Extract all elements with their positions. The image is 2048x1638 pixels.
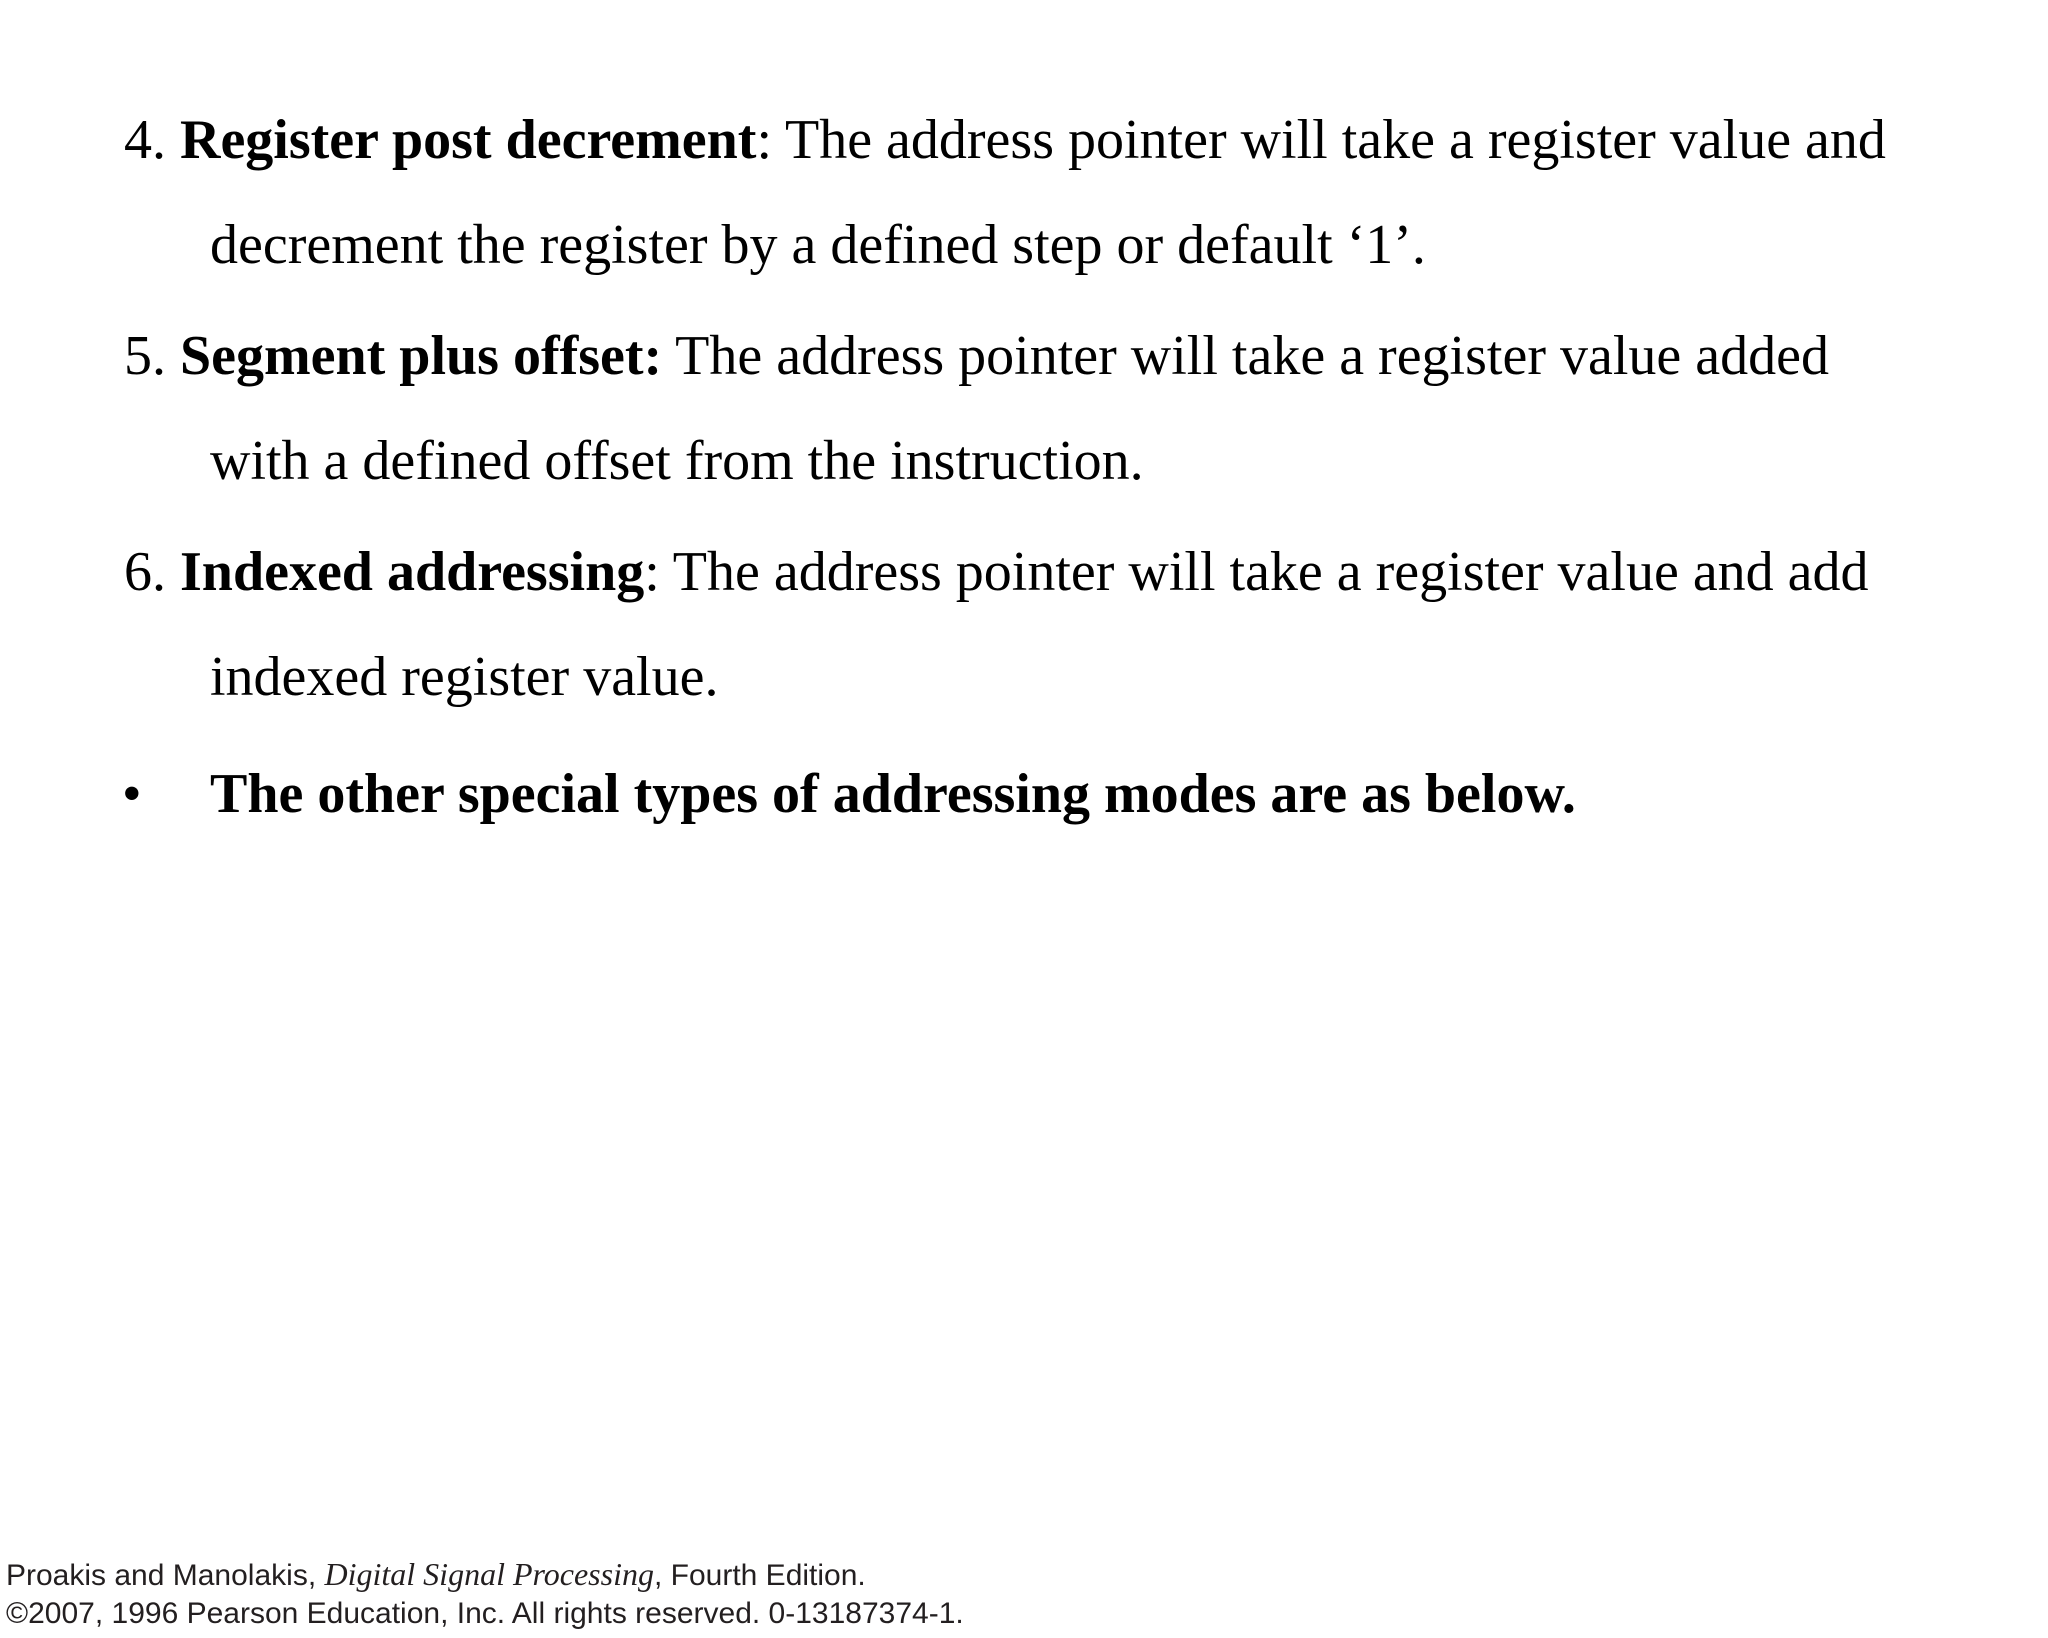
bullet-icon: •: [122, 763, 142, 825]
item-description: The address pointer will take a register value and: [772, 109, 1886, 171]
item-description-continuation: indexed register value.: [210, 646, 719, 708]
item-description-continuation: decrement the register by a defined step or default ‘1’.: [210, 214, 1426, 276]
item-number: 4.: [124, 109, 166, 171]
list-item-first-line: [124, 536, 2004, 608]
copyright-footer: [6, 1555, 964, 1633]
item-term: Register post decrement: [180, 109, 757, 171]
item-description: The address pointer will take a register value and add: [659, 541, 1869, 603]
list-item-segment-plus-offset: [124, 320, 2004, 497]
list-item-register-post-decrement: [124, 104, 2004, 281]
item-number: 6.: [124, 541, 166, 603]
item-term-suffix: :: [756, 109, 772, 171]
item-description: The address pointer will take a register value added: [662, 325, 1829, 387]
item-number: 5.: [124, 325, 166, 387]
bullet-text: The other special types of addressing modes are as below.: [210, 763, 1576, 825]
footer-line-citation: [6, 1555, 964, 1595]
item-term: Segment plus offset:: [180, 325, 663, 387]
footer-line-copyright: ©2007, 1996 Pearson Education, Inc. All rights reserved. 0-13187374-1.: [6, 1597, 964, 1630]
footer-book-title: Digital Signal Processing: [324, 1556, 654, 1592]
footer-authors: Proakis and Manolakis,: [6, 1559, 325, 1592]
slide-body: [124, 104, 2004, 830]
item-description-continuation: with a defined offset from the instruction.: [210, 430, 1144, 492]
item-term-suffix: :: [644, 541, 660, 603]
list-item-first-line: [124, 104, 2004, 176]
list-item-first-line: [124, 320, 2004, 392]
list-item-indexed-addressing: [124, 536, 2004, 713]
item-term: Indexed addressing: [180, 541, 645, 603]
bullet-point: [124, 758, 2004, 830]
footer-edition: , Fourth Edition.: [653, 1559, 866, 1592]
